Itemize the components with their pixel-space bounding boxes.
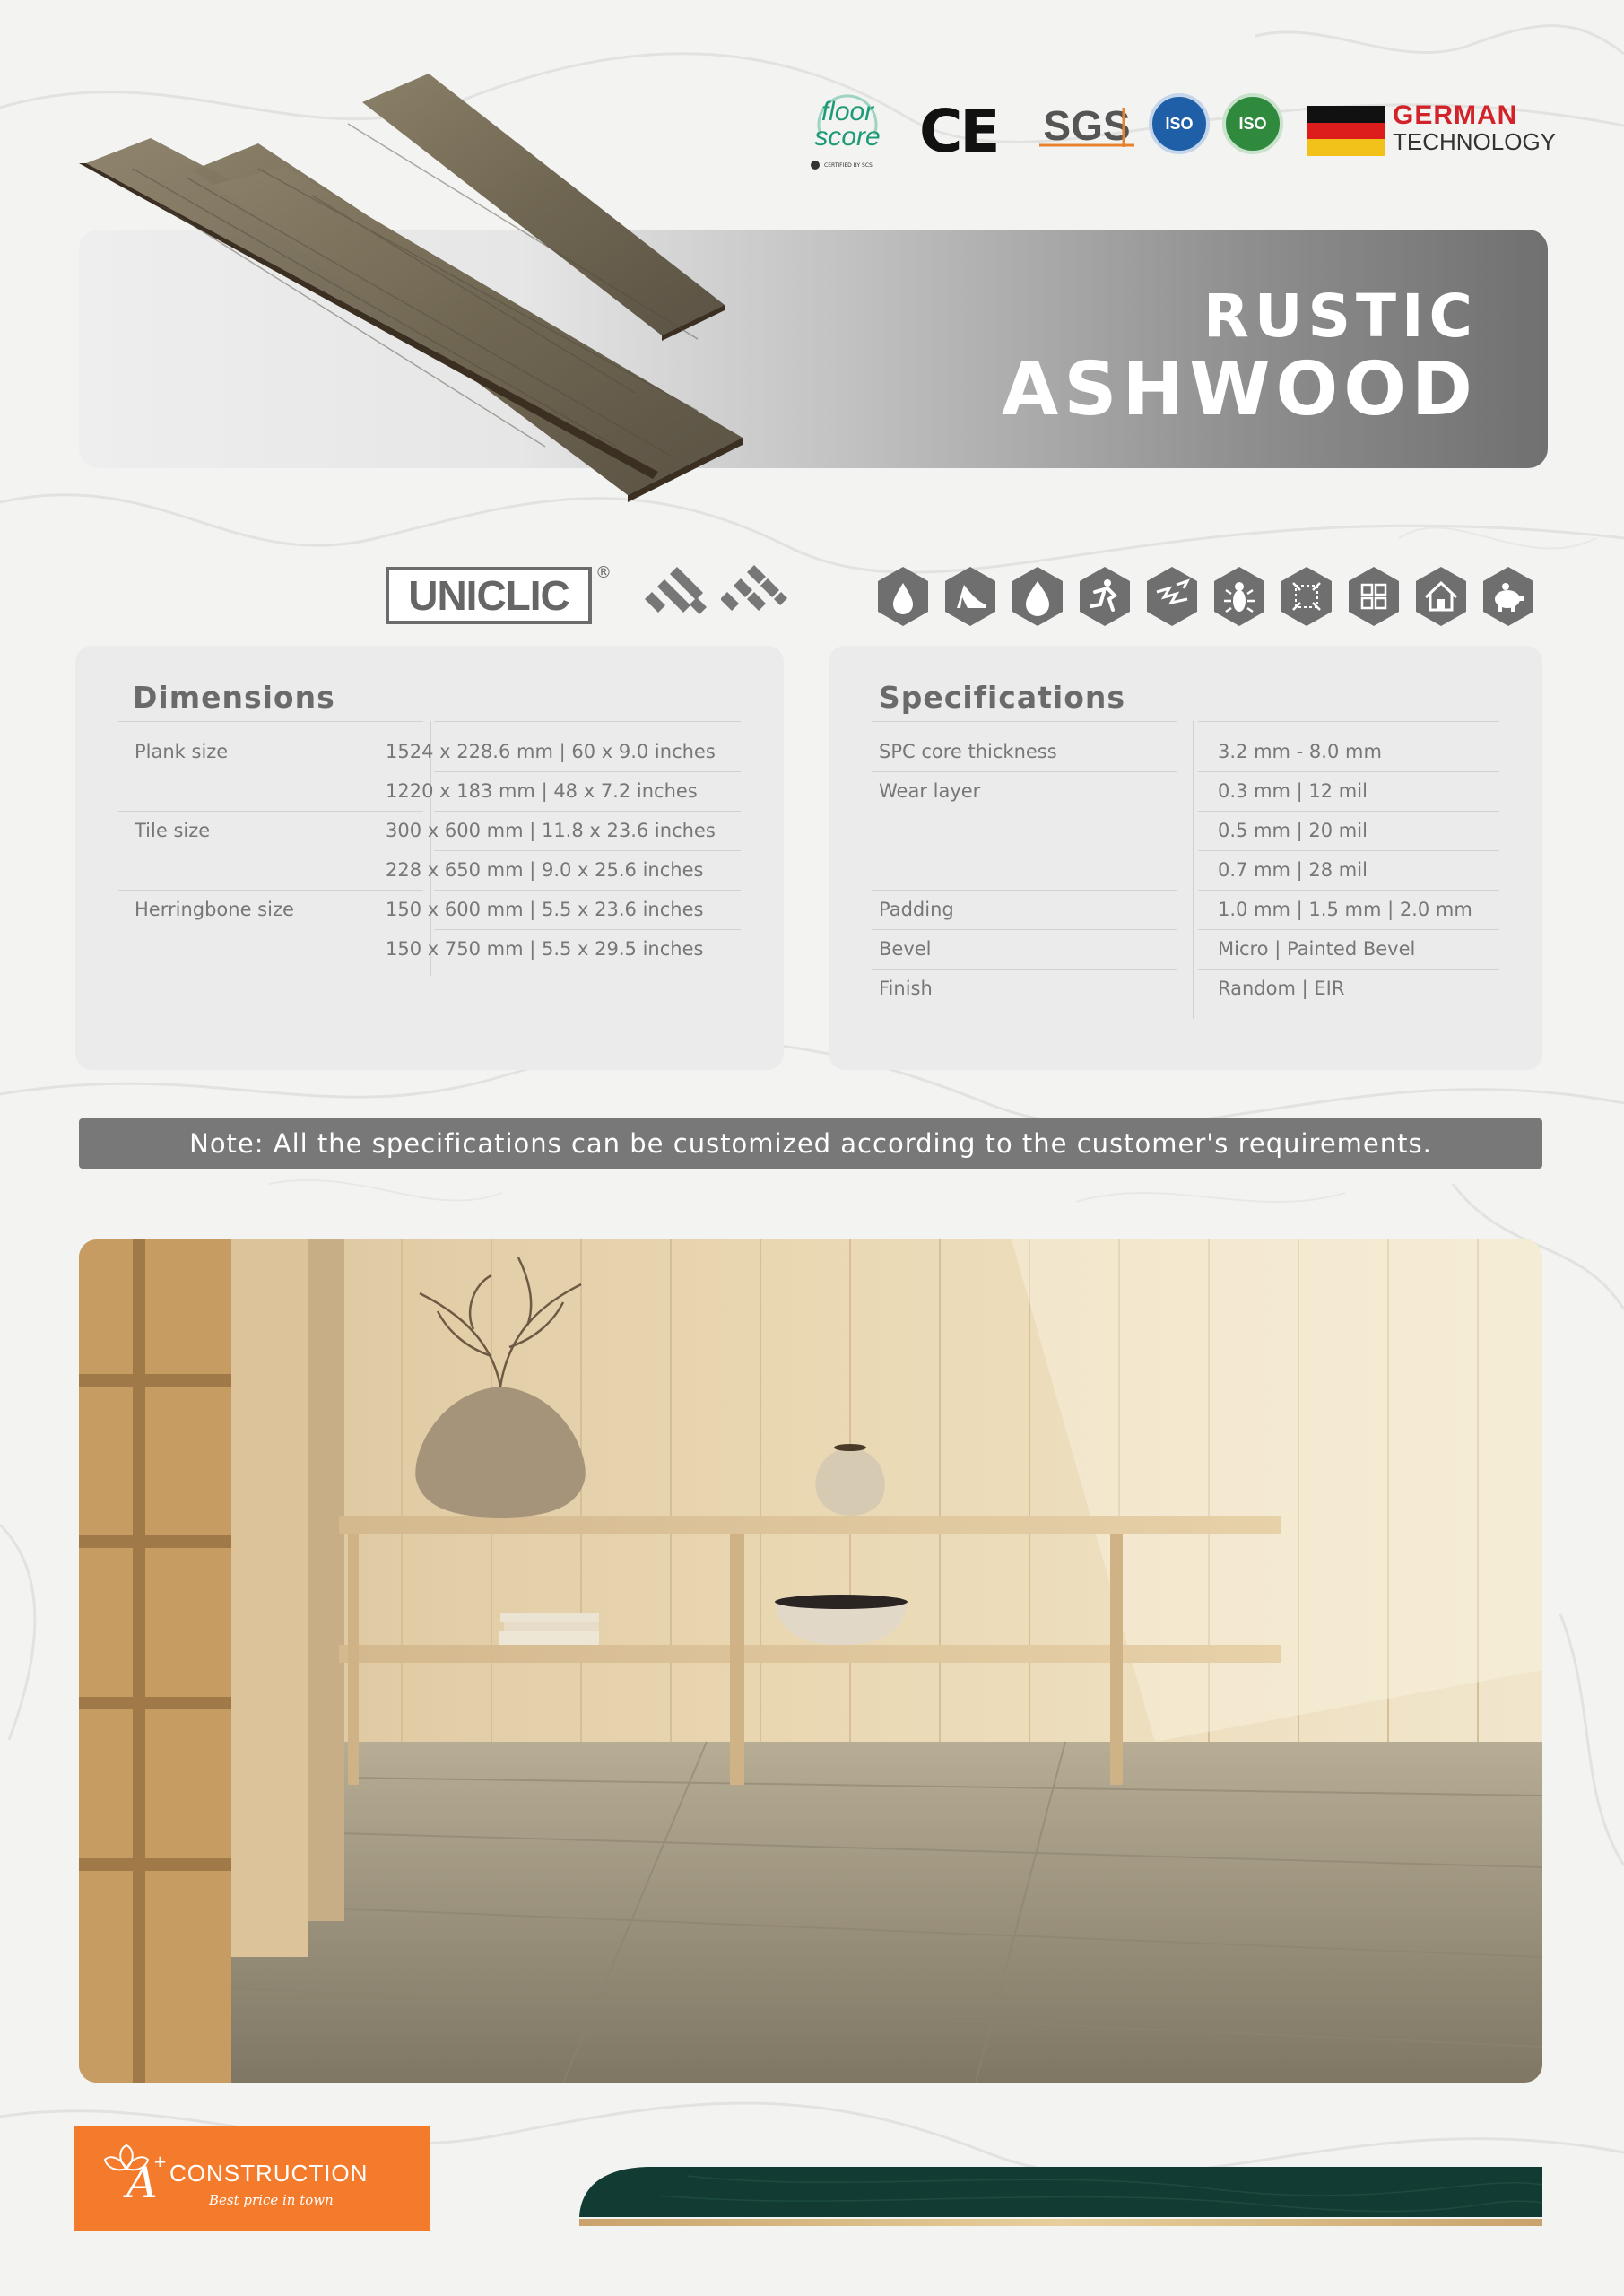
logo-name: CONSTRUCTION	[169, 2160, 369, 2187]
svg-text:CERTIFIED BY SCS: CERTIFIED BY SCS	[824, 162, 873, 169]
specifications-row-value: 0.7 mm | 28 mil	[1218, 859, 1368, 881]
specifications-row-label: Wear layer	[879, 780, 981, 802]
company-logo	[74, 2126, 430, 2231]
logo-plus: +	[153, 2152, 168, 2171]
svg-text:floor: floor	[821, 97, 874, 126]
specifications-row-value: 1.0 mm | 1.5 mm | 2.0 mm	[1218, 899, 1472, 920]
specifications-row-value: Micro | Painted Bevel	[1218, 938, 1416, 960]
ce-mark: CE	[919, 97, 998, 166]
german-flag-icon	[1307, 106, 1385, 156]
german-label: GERMAN	[1393, 100, 1518, 130]
specifications-row-label: Padding	[879, 899, 954, 920]
eco-piggy-icon	[1481, 565, 1536, 628]
dimensions-heading: Dimensions	[133, 680, 335, 715]
certifications-row	[803, 90, 1557, 179]
customization-note: Note: All the specifications can be customized according to the customer's requirements.	[79, 1118, 1542, 1169]
scratch-resistant-icon	[1144, 565, 1200, 628]
dimensions-panel	[75, 646, 784, 1070]
stable-size-icon	[1279, 565, 1334, 628]
logo-slogan: Best price in town	[209, 2192, 334, 2208]
iso-9001-badge	[1149, 93, 1210, 154]
iso-14001-badge	[1222, 93, 1283, 154]
room-interior-photo	[79, 1239, 1542, 2083]
sgs-mark-icon	[1038, 100, 1136, 154]
feature-icons-row	[875, 565, 1539, 628]
slip-resistant-icon	[1077, 565, 1133, 628]
sgs-logo	[1038, 100, 1136, 151]
specifications-row-label: Finish	[879, 978, 933, 999]
dimensions-row-label: Herringbone size	[135, 899, 294, 920]
dimensions-row-label: Tile size	[135, 820, 211, 841]
uniclic-logo: UNICLIC	[408, 572, 569, 619]
dimensions-row-value: 150 x 750 mm | 5.5 x 29.5 inches	[386, 938, 704, 960]
technology-label: TECHNOLOGY	[1393, 128, 1557, 155]
easy-install-icon	[1346, 565, 1402, 628]
herringbone-pattern-icon	[644, 563, 710, 621]
divider	[872, 721, 1177, 722]
specifications-heading: Specifications	[879, 680, 1126, 715]
product-title	[1001, 282, 1478, 432]
specifications-panel	[829, 646, 1542, 1070]
logo-letter: A	[126, 2158, 158, 2208]
stain-resistant-icon	[1010, 565, 1065, 628]
specifications-row-value: Random | EIR	[1218, 978, 1345, 999]
dimensions-row-value: 228 x 650 mm | 9.0 x 25.6 inches	[386, 859, 704, 881]
specifications-row-label: SPC core thickness	[879, 741, 1057, 762]
floorscore-ring-icon	[803, 90, 892, 170]
floorscore-logo	[803, 90, 892, 174]
divider	[118, 721, 423, 722]
footer-ribbon	[579, 2167, 1542, 2228]
iso-green-badge: ISO	[1222, 93, 1283, 154]
specifications-row-value: 3.2 mm - 8.0 mm	[1218, 741, 1382, 762]
divider	[1193, 721, 1194, 1019]
german-technology-badge	[1393, 102, 1556, 154]
dimensions-row-value: 150 x 600 mm | 5.5 x 23.6 inches	[386, 899, 704, 920]
specifications-row-label: Bevel	[879, 938, 932, 960]
chevron-pattern-icon	[721, 563, 787, 621]
specifications-row-value: 0.3 mm | 12 mil	[1218, 780, 1368, 802]
divider	[434, 721, 741, 722]
high-heel-icon	[942, 565, 998, 628]
waterproof-drop-icon	[875, 565, 931, 628]
registered-mark: ®	[595, 563, 612, 582]
product-title-line1: RUSTIC	[1203, 282, 1478, 351]
termite-proof-icon	[1211, 565, 1267, 628]
plank-sample-image	[79, 70, 743, 527]
product-title-line2: ASHWOOD	[1001, 347, 1478, 432]
svg-text:score: score	[814, 122, 881, 152]
iso-blue-badge: ISO	[1149, 93, 1210, 154]
dimensions-row-value: 1524 x 228.6 mm | 60 x 9.0 inches	[386, 741, 716, 762]
specifications-row-value: 0.5 mm | 20 mil	[1218, 820, 1368, 841]
indoor-home-icon	[1413, 565, 1469, 628]
dimensions-row-label: Plank size	[135, 741, 229, 762]
dimensions-row-value: 300 x 600 mm | 11.8 x 23.6 inches	[386, 820, 716, 841]
svg-text:SGS: SGS	[1043, 102, 1131, 149]
divider	[1198, 721, 1499, 722]
dimensions-row-value: 1220 x 183 mm | 48 x 7.2 inches	[386, 780, 698, 802]
